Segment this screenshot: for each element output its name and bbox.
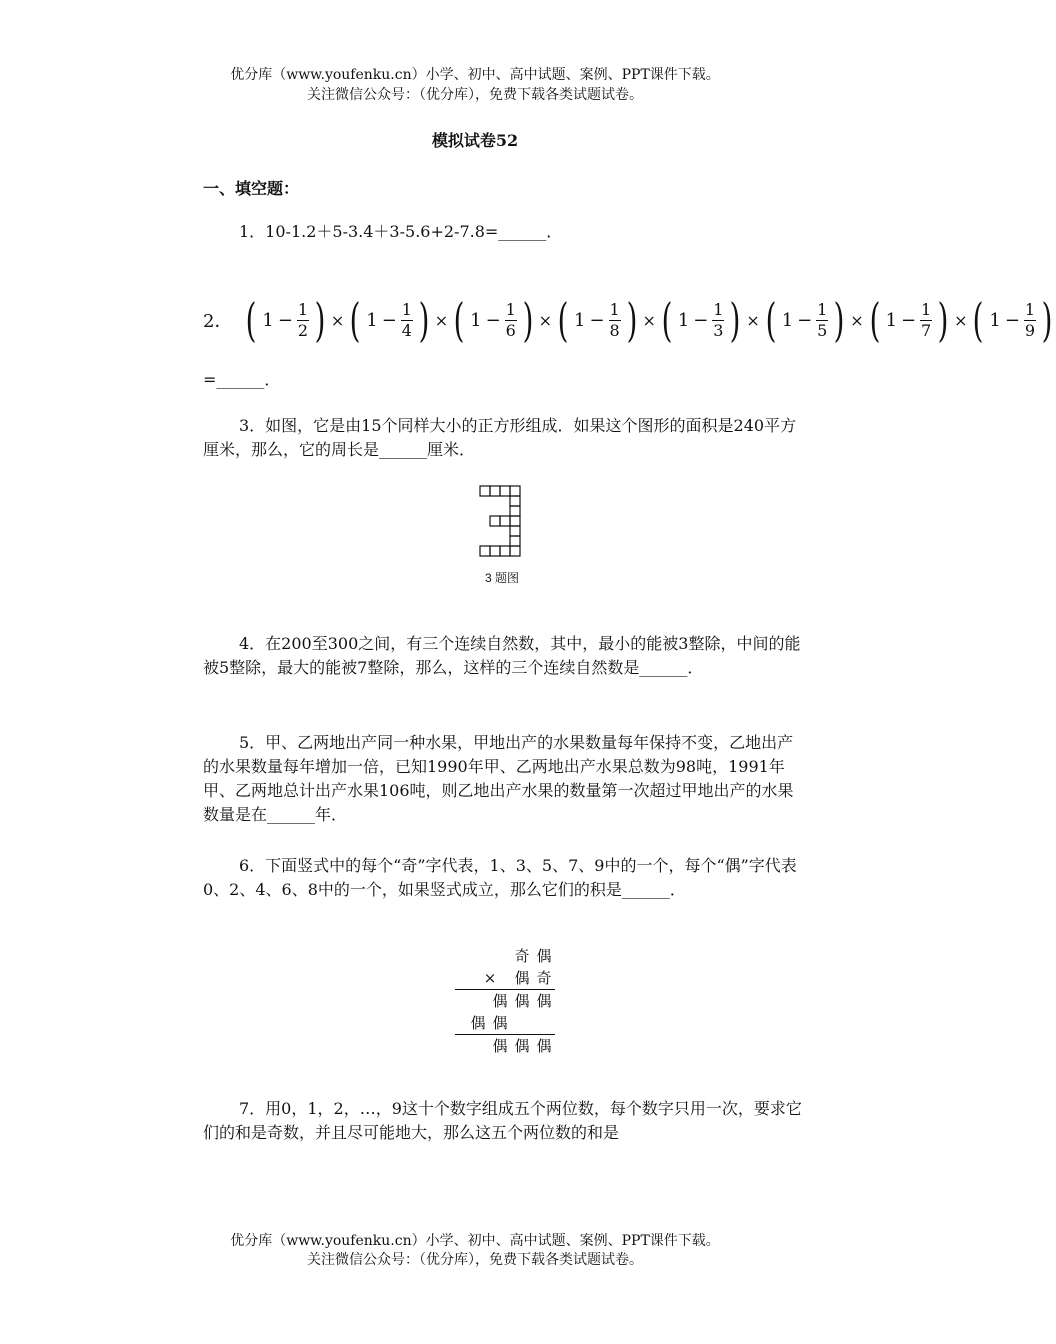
figure-square bbox=[510, 486, 520, 496]
header-line-1: 优分库（www.youfenku.cn）小学、初中、高中试题、案例、PPT课件下载。 bbox=[230, 67, 720, 83]
digit: 偶 bbox=[470, 1014, 486, 1032]
minus-sign: − bbox=[1004, 309, 1020, 331]
minus-sign: − bbox=[277, 309, 293, 331]
factor-one: 1 bbox=[677, 309, 690, 331]
times-sign: × bbox=[850, 310, 864, 330]
left-paren: ( bbox=[765, 293, 777, 347]
denominator: 5 bbox=[817, 320, 828, 340]
times-sign: × bbox=[746, 310, 760, 330]
paren-factor bbox=[866, 293, 952, 347]
question-1: 1．10-1.2＋5-3.4＋3-5.6+2-7.8=______． bbox=[239, 222, 563, 241]
fraction bbox=[505, 301, 517, 340]
factor-one: 1 bbox=[470, 309, 482, 331]
digit: 偶 bbox=[536, 992, 552, 1010]
factor-one: 1 bbox=[885, 309, 898, 331]
factor-one: 1 bbox=[781, 309, 794, 331]
denominator: 3 bbox=[713, 320, 724, 340]
fraction bbox=[1024, 301, 1036, 340]
digit: 偶 bbox=[514, 992, 530, 1010]
vert-row-3 bbox=[455, 989, 555, 1012]
digit: 偶 bbox=[514, 1037, 530, 1055]
vert-row-5 bbox=[455, 1034, 555, 1057]
footer-line-2: 关注微信公众号：（优分库），免费下载各类试题试卷。 bbox=[307, 1252, 643, 1268]
numerator: 1 bbox=[505, 299, 516, 319]
left-paren: ( bbox=[557, 293, 569, 347]
left-paren: ( bbox=[453, 293, 465, 347]
left-paren: ( bbox=[661, 293, 673, 347]
denominator: 8 bbox=[609, 320, 620, 340]
digit: 偶 bbox=[536, 947, 552, 965]
digit: 偶 bbox=[536, 1037, 552, 1055]
fraction bbox=[609, 301, 621, 340]
vertical-multiplication bbox=[455, 945, 555, 1057]
paren-factor bbox=[346, 293, 432, 347]
vert-row-1 bbox=[455, 945, 555, 967]
digit: 偶 bbox=[492, 1014, 508, 1032]
numerator: 1 bbox=[297, 299, 309, 319]
question-3-figure bbox=[474, 482, 534, 594]
minus-sign: − bbox=[797, 309, 813, 331]
paren-factor bbox=[762, 293, 848, 347]
numerator: 1 bbox=[1024, 299, 1036, 319]
numerator: 1 bbox=[713, 299, 724, 319]
numerator: 1 bbox=[817, 299, 828, 319]
denominator: 2 bbox=[297, 320, 309, 340]
minus-sign: − bbox=[693, 309, 709, 331]
minus-sign: − bbox=[485, 309, 501, 331]
times-sign: × bbox=[483, 969, 497, 987]
left-paren: ( bbox=[246, 293, 257, 347]
fraction bbox=[816, 301, 828, 340]
times-sign: × bbox=[538, 310, 553, 330]
minus-sign: − bbox=[901, 309, 917, 331]
question-6: 6．下面竖式中的每个“奇”字代表，1、3、5、7、9中的一个，每个“偶”字代表0、2、4、6、8中的一个，如果竖式成立，那么它们的积是______． bbox=[203, 856, 797, 899]
factor-one: 1 bbox=[262, 309, 274, 331]
paren-factor bbox=[242, 293, 328, 347]
figure-square bbox=[490, 486, 500, 496]
fraction-product bbox=[242, 293, 1055, 347]
times-sign: × bbox=[434, 310, 449, 330]
figure-square bbox=[490, 546, 500, 556]
right-paren: ) bbox=[729, 293, 741, 347]
figure-square bbox=[510, 506, 520, 516]
question-2-expression bbox=[203, 290, 1056, 350]
numerator: 1 bbox=[921, 299, 932, 319]
digit: 奇 bbox=[536, 969, 552, 987]
figure-square bbox=[510, 536, 520, 546]
question-3: 3．如图，它是由15个同样大小的正方形组成．如果这个图形的面积是240平方厘米，那么，它的周长是______厘米． bbox=[203, 416, 797, 459]
denominator: 9 bbox=[1024, 320, 1036, 340]
figure-caption: 3 题图 bbox=[484, 571, 520, 585]
figure-square bbox=[510, 516, 520, 526]
paren-factor bbox=[658, 293, 744, 347]
factor-one: 1 bbox=[989, 309, 1001, 331]
times-sign: × bbox=[642, 310, 656, 330]
figure-square bbox=[500, 516, 510, 526]
right-paren: ) bbox=[833, 293, 845, 347]
factor-one: 1 bbox=[573, 309, 586, 331]
fraction bbox=[401, 301, 413, 340]
numerator: 1 bbox=[401, 299, 412, 319]
right-paren: ) bbox=[626, 293, 637, 347]
denominator: 7 bbox=[921, 320, 932, 340]
right-paren: ) bbox=[314, 293, 326, 347]
fraction bbox=[712, 301, 724, 340]
question-5: 5．甲、乙两地出产同一种水果，甲地出产的水果数量每年保持不变，乙地出产的水果数量每年增加一倍，已知1990年甲、乙两地出产水果总数为98吨，1991年甲、乙两地总计出产水果106吨，则乙地出产水果的数量第一次超过甲地出产的水果数量是在______年． bbox=[203, 733, 794, 824]
times-sign: × bbox=[330, 310, 345, 330]
vert-row-2 bbox=[455, 967, 555, 989]
figure-square bbox=[510, 526, 520, 536]
figure-square bbox=[510, 496, 520, 506]
question-2-label: 2． bbox=[203, 311, 233, 332]
figure-square bbox=[480, 486, 490, 496]
right-paren: ) bbox=[937, 293, 949, 347]
section-heading: 一、填空题： bbox=[203, 179, 300, 198]
figure-square bbox=[480, 546, 490, 556]
left-paren: ( bbox=[349, 293, 361, 347]
left-paren: ( bbox=[973, 293, 984, 347]
digit: 偶 bbox=[514, 969, 530, 987]
figure-square bbox=[490, 516, 500, 526]
left-paren: ( bbox=[869, 293, 880, 347]
denominator: 4 bbox=[401, 320, 412, 340]
footer-line-1: 优分库（www.youfenku.cn）小学、初中、高中试题、案例、PPT课件下载。 bbox=[230, 1233, 720, 1249]
digit: 奇 bbox=[514, 947, 530, 965]
paren-factor bbox=[554, 293, 640, 347]
figure-square bbox=[510, 546, 520, 556]
figure-square bbox=[500, 486, 510, 496]
fraction bbox=[920, 301, 932, 340]
digit: 偶 bbox=[492, 1037, 508, 1055]
factor-one: 1 bbox=[366, 309, 378, 331]
times-sign: × bbox=[954, 310, 968, 330]
question-7: 7．用0，1，2，…，9这十个数字组成五个两位数，每个数字只用一次，要求它们的和是奇数，并且尽可能地大，那么这五个两位数的和是 bbox=[203, 1099, 802, 1142]
right-paren: ) bbox=[418, 293, 430, 347]
question-4: 4．在200至300之间，有三个连续自然数，其中，最小的能被3整除，中间的能被5整除，最大的能被7整除，那么，这样的三个连续自然数是______． bbox=[203, 634, 801, 677]
fraction bbox=[297, 301, 309, 340]
paren-factor bbox=[450, 293, 536, 347]
right-paren: ) bbox=[522, 293, 534, 347]
vert-row-4 bbox=[455, 1012, 555, 1034]
paren-factor bbox=[969, 293, 1055, 347]
figure-square bbox=[500, 546, 510, 556]
right-paren: ) bbox=[1041, 293, 1053, 347]
minus-sign: − bbox=[381, 309, 397, 331]
denominator: 6 bbox=[505, 320, 516, 340]
question-2-tail: =______． bbox=[203, 370, 281, 389]
header-line-2: 关注微信公众号：（优分库），免费下载各类试题试卷。 bbox=[307, 87, 643, 103]
page-title: 模拟试卷52 bbox=[431, 131, 519, 150]
minus-sign: − bbox=[589, 309, 605, 331]
digit: 偶 bbox=[492, 992, 508, 1010]
numerator: 1 bbox=[609, 299, 620, 319]
